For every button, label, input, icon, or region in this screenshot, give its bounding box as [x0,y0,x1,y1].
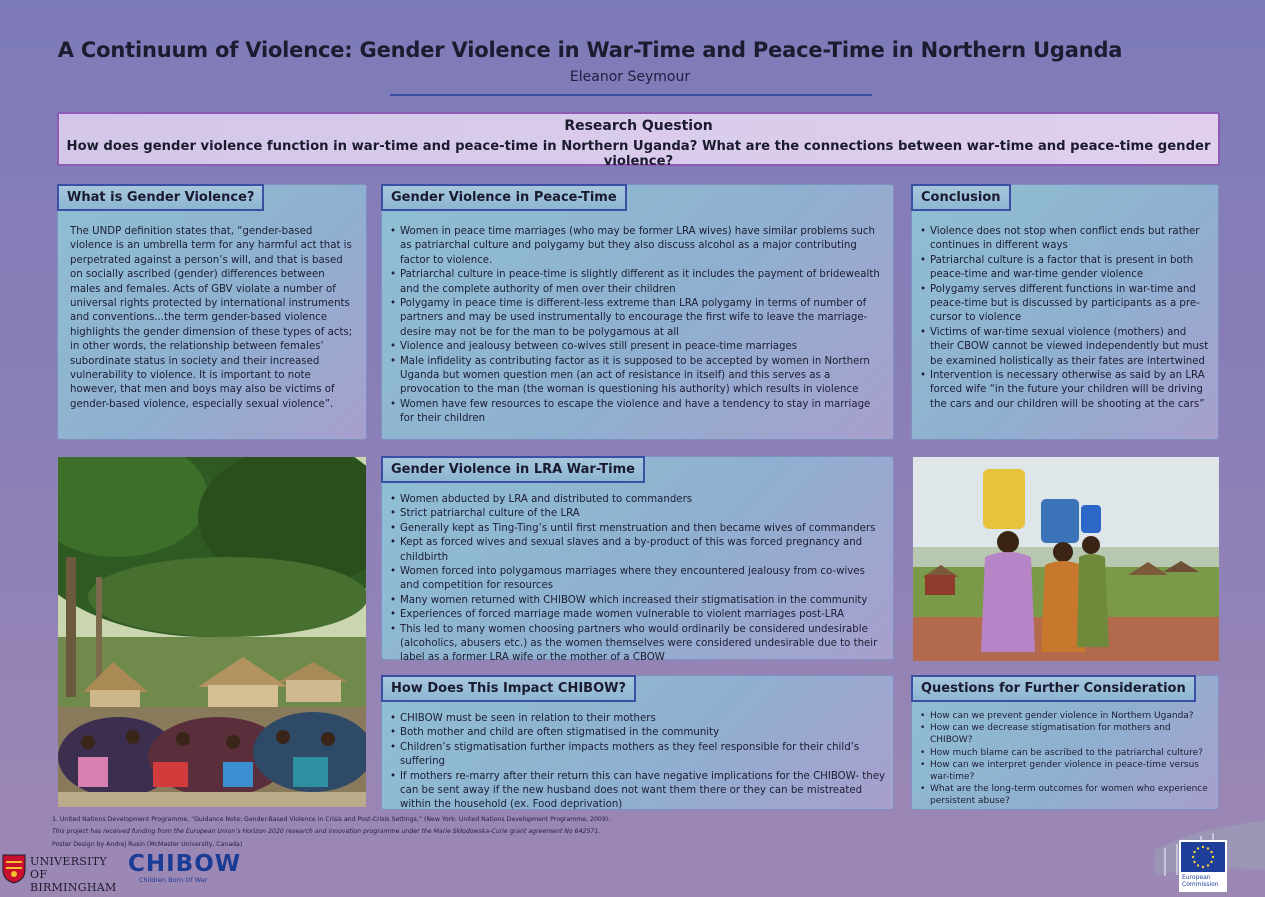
questions-heading: Questions for Further Consideration [911,675,1196,702]
questions-panel [911,675,1219,810]
peace-time-body [390,225,887,427]
war-time-panel [381,456,894,664]
chibow-logo [128,852,241,884]
what-is-gv-text: The UNDP definition states that, “gender-based violence is an umbrella term for any harmful act that is perpetrated against a person’s will, and that is based on socially ascribed (gender) differences between males and females. Acts of GBV violate a number of universal rights protected by international instruments and conventions...the term gender-based violence highlights the gender dimension of these types of acts; in other words, the relationship between females’ subordinate status in society and their increased vulnerability to violence. It is important to note however, that men and boys may also be victims of gender-based violence, especially sexual violence”. [70,226,353,410]
list-item: • Many women returned with CHIBOW which increased their stigmatisation in the community [390,594,887,608]
author-divider [390,94,872,96]
peace-time-heading: Gender Violence in Peace-Time [381,184,627,211]
list-item: • Polygamy in peace time is different-less extreme than LRA polygamy in terms of number of partners and may be used instrumentally to encourage the first wife to leave the marriage-desire may not be for the man to be polygamous at all [390,297,887,340]
peace-time-list [390,225,887,427]
list-item: • Victims of war-time sexual violence (mothers) and their CBOW cannot be viewed independently but must be examined holistically as their fates are intertwined [920,326,1212,369]
poster-title: A Continuum of Violence: Gender Violence in War-Time and Peace-Time in Northern Uganda [57,38,1123,62]
conclusion-heading: Conclusion [911,184,1011,211]
list-item: • Generally kept as Ting-Ting’s until first menstruation and then became wives of commanders [390,522,887,536]
university-crest-icon [2,854,26,884]
list-item: • Male infidelity as contributing factor as it is supposed to be accepted by women in Northern Uganda but women question men (an act of resistance in itself) and this serves as a provocation to the man (the woman is questioning his authority) which results in violence [390,355,887,398]
list-item: • Women have few resources to escape the violence and have a tendency to stay in marriage for their children [390,398,887,427]
university-logo [2,852,117,894]
ec-line1: European [1182,874,1211,881]
conclusion-panel [911,184,1219,440]
impact-body [390,712,887,813]
research-question-box [57,112,1220,169]
research-question-text: How does gender violence function in war-time and peace-time in Northern Uganda? What are the connections between war-time and peace-time gender violence? [66,139,1211,169]
list-item: • This led to many women choosing partners who would ordinarily be considered undesirable (alcoholics, abusers etc.) as the women themselves were considered undesirable due to their label as a former LRA wife or the mother of a CBOW [390,623,887,666]
peace-time-panel [381,184,894,440]
chibow-subtitle: Children Born Of War [139,876,208,884]
what-is-gv-panel [57,184,367,440]
list-item: • Women abducted by LRA and distributed to commanders [390,493,887,507]
conclusion-list [920,225,1212,412]
list-item: • CHIBOW must be seen in relation to their mothers [390,712,887,726]
funding-note: This project has received funding from the European Union’s Horizon 2020 research and innovation programme under the Marie Skłodowska-Curie grant agreement No 642571. [52,828,601,835]
list-item: • How can we interpret gender violence in peace-time versus war-time? [920,759,1212,783]
list-item: • Both mother and child are often stigmatised in the community [390,726,887,740]
conclusion-body [920,225,1212,412]
list-item: • How can we prevent gender violence in Northern Uganda? [920,710,1212,722]
impact-list [390,712,887,813]
list-item: • Women in peace time marriages (who may be former LRA wives) have similar problems such as patriarchal culture and polygamy but they also discuss alcohol as a major contributing factor to violence. [390,225,887,268]
list-item: • Kept as forced wives and sexual slaves and a by-product of this was forced pregnancy and childbirth [390,536,887,565]
university-line2: BIRMINGHAM [30,881,117,894]
group-photo [58,457,366,807]
list-item: • Patriarchal culture in peace-time is slightly different as it includes the payment of bridewealth and the complete authority of men over their children [390,268,887,297]
questions-list [920,710,1212,808]
list-item: • Strict patriarchal culture of the LRA [390,507,887,521]
impact-heading: How Does This Impact CHIBOW? [381,675,636,702]
what-is-gv-body [66,225,360,412]
list-item: • Experiences of forced marriage made women vulnerable to violent marriages post-LRA [390,608,887,622]
what-is-gv-heading: What is Gender Violence? [57,184,264,211]
university-line1: UNIVERSITY OF [30,855,107,881]
research-question-heading: Research Question [564,118,713,134]
questions-body [920,710,1212,808]
ec-line2: Commission [1182,881,1219,888]
list-item: • Women forced into polygamous marriages where they encountered jealousy from co-wives and competition for resources [390,565,887,594]
list-item: • If mothers re-marry after their return this can have negative implications for the CHIBOW- they can be sent away if the new husband does not want them there or they can be mistreated within the household (ex. Food deprivation) [390,770,887,813]
list-item: • Violence does not stop when conflict ends but rather continues in different ways [920,225,1212,254]
war-time-body [390,493,887,666]
list-item: • How much blame can be ascribed to the patriarchal culture? [920,747,1212,759]
list-item: • How can we decrease stigmatisation for mothers and CHIBOW? [920,722,1212,746]
list-item: • Children’s stigmatisation further impacts mothers as they feel responsible for their child’s suffering [390,741,887,770]
design-credit: Poster Design by Andrej Rusin (McMaster University, Canada) [52,841,243,848]
list-item: • Polygamy serves different functions in war-time and peace-time but is discussed by participants as a pre-cursor to violence [920,283,1212,326]
list-item: • Intervention is necessary otherwise as said by an LRA forced wife “in the future your children will be driving the cars and our children will be shooting at the cars” [920,369,1212,412]
water-carriers-photo [913,457,1219,661]
war-time-list [390,493,887,666]
war-time-heading: Gender Violence in LRA War-Time [381,456,645,483]
list-item: • Violence and jealousy between co-wives still present in peace-time marriages [390,340,887,354]
chibow-name: CHIBOW [128,851,242,877]
ec-logo [1155,820,1265,897]
list-item: • Patriarchal culture is a factor that is present in both peace-time and war-time gender violence [920,254,1212,283]
list-item: • What are the long-term outcomes for women who experience persistent abuse? [920,783,1212,807]
footnote: 1. United Nations Development Programme, “Guidance Note: Gender-Based Violence in Crisis and Post-Crisis Settings,” (New York: United Nations Development Programme, 2009). [52,816,611,823]
impact-panel [381,675,894,810]
author-name: Eleanor Seymour [569,69,691,85]
